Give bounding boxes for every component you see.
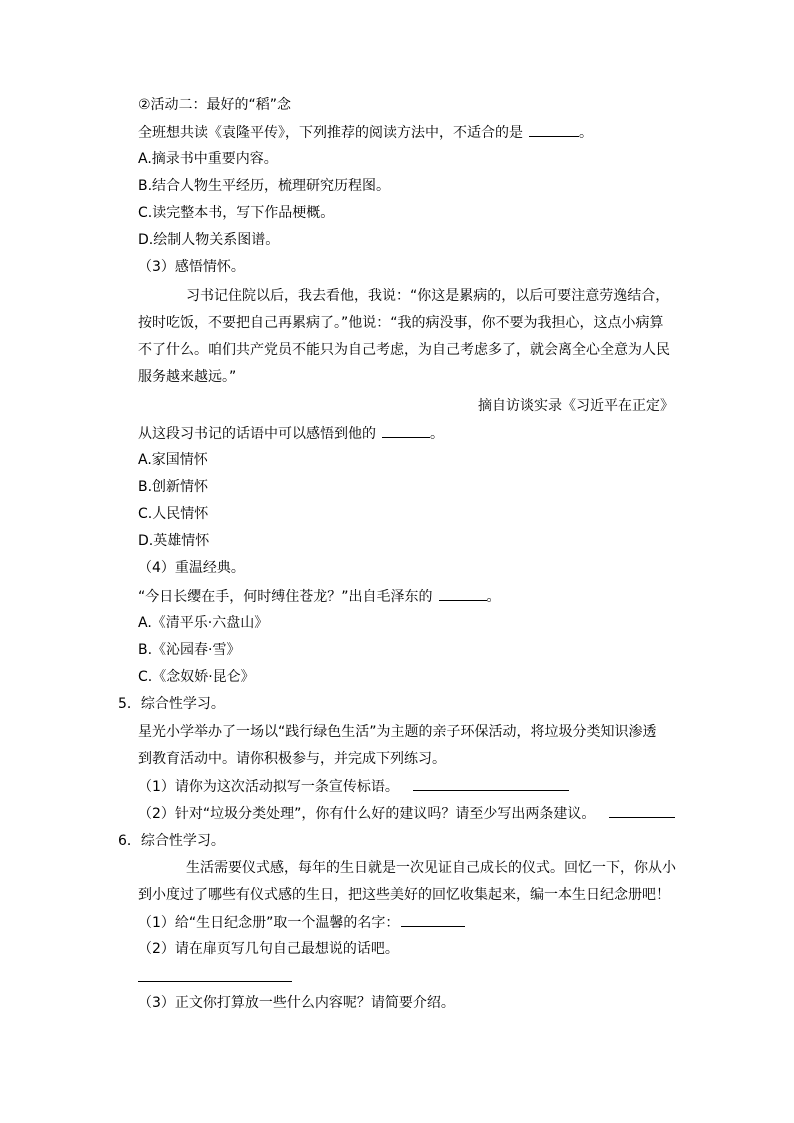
- album-name-answer-blank[interactable]: [401, 912, 465, 927]
- part3-question-text: 从这段习书记的话语中可以感悟到他的: [138, 426, 376, 442]
- part4-option-c: C.《念奴娇·昆仑》: [138, 669, 255, 685]
- question6-sub2: （2）请在扉页写几句自己最想说的话吧。: [138, 941, 399, 957]
- part3-option-c: C.人民情怀: [138, 506, 209, 522]
- question5-intro-line: 到教育活动中。请你积极参与，并完成下列练习。: [138, 751, 446, 767]
- part4-question-text: “今日长缨在手，何时缚住苍龙？”出自毛泽东的: [138, 589, 433, 605]
- question6-intro-line: 生活需要仪式感，每年的生日就是一次见证自己成长的仪式。回忆一下，你从小: [186, 860, 676, 876]
- question5-sub2: [138, 803, 675, 823]
- part3-option-a: A.家国情怀: [138, 452, 208, 468]
- question6-sub1-text: （1）给“生日纪念册”取一个温馨的名字：: [138, 915, 400, 931]
- question5-intro-line: 星光小学举办了一场以“践行绿色生活”为主题的亲子环保活动，将垃圾分类知识渗透: [138, 724, 657, 740]
- part3-passage-line: 服务越来越远。”: [138, 369, 237, 385]
- activity2-option-a: A.摘录书中重要内容。: [138, 151, 278, 167]
- part3-question: 从这段习书记的话语中可以感悟到他的 。: [138, 423, 444, 443]
- question5-sub1: [138, 776, 569, 796]
- part3-title: （3）感悟情怀。: [138, 259, 245, 275]
- part3-option-b: B.创新情怀: [138, 479, 209, 495]
- activity2-option-c: C.读完整本书，写下作品梗概。: [138, 205, 335, 221]
- suggestion-answer-blank[interactable]: [609, 803, 675, 818]
- question5-sub1-text: （1）请你为这次活动拟写一条宣传标语。: [138, 779, 399, 795]
- activity2-question: 全班想共读《袁隆平传》，下列推荐的阅读方法中，不适合的是 。: [138, 122, 593, 142]
- question6-sub3: （3）正文你打算放一些什么内容呢？请简要介绍。: [138, 995, 455, 1011]
- question5-sub2-text: （2）针对“垃圾分类处理”，你有什么好的建议吗？请至少写出两条建议。: [138, 806, 596, 822]
- answer-blank[interactable]: [382, 423, 430, 438]
- part3-option-d: D.英雄情怀: [138, 533, 210, 549]
- activity2-option-b: B.结合人物生平经历，梳理研究历程图。: [138, 178, 391, 194]
- part3-passage-line: 不了什么。咱们共产党员不能只为自己考虑，为自己考虑多了，就会离全心全意为人民: [138, 342, 670, 358]
- answer-line[interactable]: [138, 981, 292, 982]
- part3-passage-line: 习书记住院以后，我去看他，我说：“你这是累病的，以后可要注意劳逸结合，: [186, 288, 670, 304]
- question6-intro-line: 到小度过了哪些有仪式感的生日，把这些美好的回忆收集起来，编一本生日纪念册吧！: [138, 887, 670, 903]
- question5-title: 5．综合性学习。: [118, 696, 225, 712]
- part3-passage-line: 按时吃饭，不要把自己再累病了。”他说：“我的病没事，你不要为我担心，这点小病算: [138, 315, 664, 331]
- question6-title: 6．综合性学习。: [118, 833, 225, 849]
- part4-question: “今日长缨在手，何时缚住苍龙？”出自毛泽东的 。: [138, 586, 501, 606]
- activity2-title: ②活动二：最好的“稻”念: [138, 97, 292, 113]
- activity2-question-text: 全班想共读《袁隆平传》，下列推荐的阅读方法中，不适合的是: [138, 125, 523, 141]
- activity2-option-d: D.绘制人物关系图谱。: [138, 232, 280, 248]
- question6-sub1: [138, 912, 465, 932]
- part4-option-a: A.《清平乐·六盘山》: [138, 615, 269, 631]
- part3-source: 摘自访谈实录《习近平在正定》: [478, 398, 674, 414]
- slogan-answer-blank[interactable]: [413, 776, 569, 791]
- part4-option-b: B.《沁园春·雪》: [138, 642, 241, 658]
- part4-title: （4）重温经典。: [138, 560, 245, 576]
- answer-blank[interactable]: [529, 122, 579, 137]
- answer-blank[interactable]: [439, 586, 487, 601]
